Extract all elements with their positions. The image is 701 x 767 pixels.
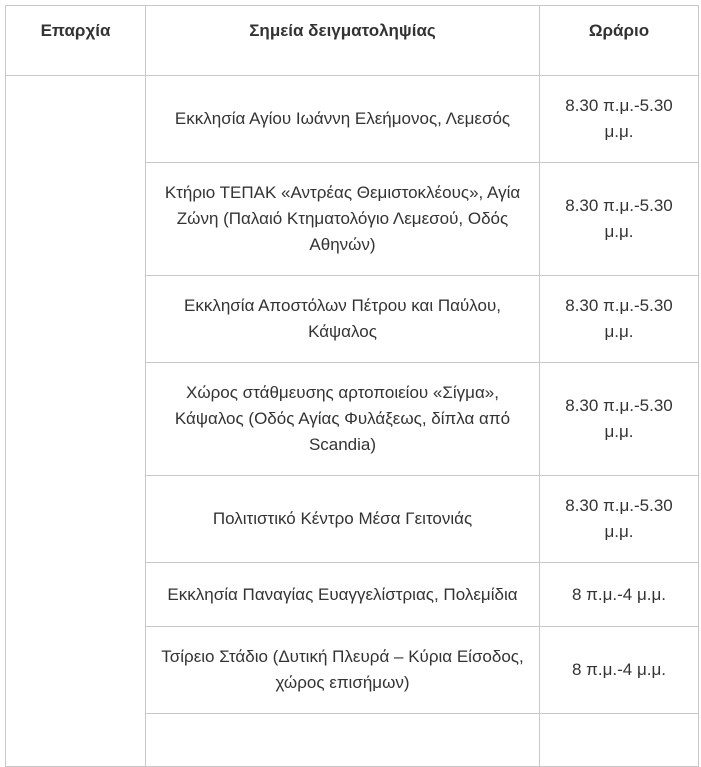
location-cell: Εκκλησία Αγίου Ιωάννη Ελεήμονος, Λεμεσός xyxy=(146,76,540,163)
location-cell: Τσίρειο Στάδιο (Δυτική Πλευρά – Κύρια Είσοδος, χώρος επισήμων) xyxy=(146,627,540,714)
table-row xyxy=(6,76,699,163)
province-cell xyxy=(6,76,146,767)
table-header-row xyxy=(6,6,699,76)
hours-cell: 8.30 π.μ.-5.30 μ.μ. xyxy=(540,476,699,563)
location-cell: Εκκλησία Παναγίας Ευαγγελίστριας, Πολεμίδια xyxy=(146,563,540,627)
hours-cell: 8.30 π.μ.-5.30 μ.μ. xyxy=(540,163,699,276)
header-sampling-points: Σημεία δειγματοληψίας xyxy=(146,6,540,76)
location-cell: Κτήριο ΤΕΠΑΚ «Αντρέας Θεμιστοκλέους», Αγία Ζώνη (Παλαιό Κτηματολόγιο Λεμεσού, Οδός Αθηνών) xyxy=(146,163,540,276)
hours-cell: 8 π.μ.-4 μ.μ. xyxy=(540,563,699,627)
hours-cell: 8.30 π.μ.-5.30 μ.μ. xyxy=(540,76,699,163)
hours-cell: 8.30 π.μ.-5.30 μ.μ. xyxy=(540,276,699,363)
hours-cell: 8 π.μ.-4 μ.μ. xyxy=(540,627,699,714)
sampling-points-table xyxy=(5,5,699,767)
location-cell xyxy=(146,714,540,767)
location-cell: Εκκλησία Αποστόλων Πέτρου και Παύλου, Κάψαλος xyxy=(146,276,540,363)
header-province: Επαρχία xyxy=(6,6,146,76)
hours-cell xyxy=(540,714,699,767)
location-cell: Πολιτιστικό Κέντρο Μέσα Γειτονιάς xyxy=(146,476,540,563)
header-hours: Ωράριο xyxy=(540,6,699,76)
hours-cell: 8.30 π.μ.-5.30 μ.μ. xyxy=(540,363,699,476)
location-cell: Χώρος στάθμευσης αρτοποιείου «Σίγμα», Κάψαλος (Οδός Αγίας Φυλάξεως, δίπλα από Scandia) xyxy=(146,363,540,476)
